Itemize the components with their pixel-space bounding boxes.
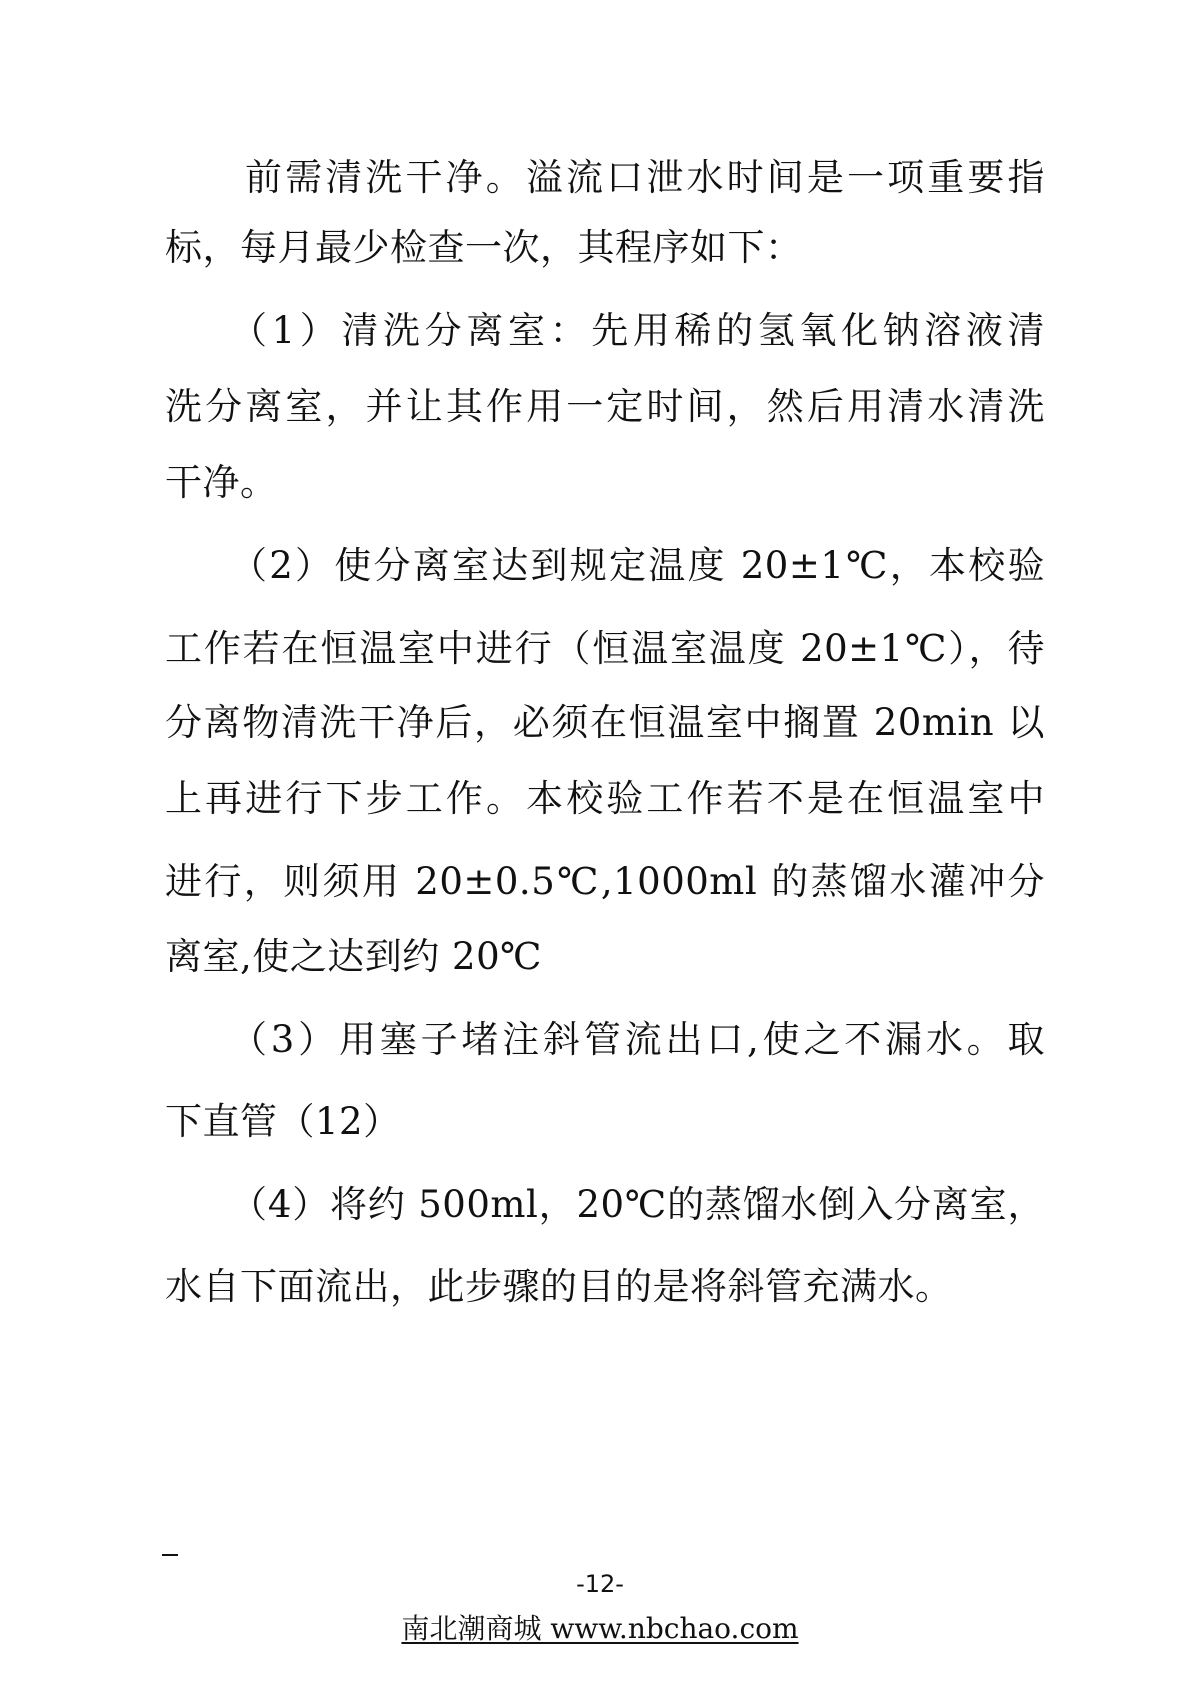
step-3-line: 下直管（12） <box>165 1100 401 1143</box>
step-2-line: （2）使分离室达到规定温度 20±1℃，本校验 <box>230 544 1045 587</box>
step-1-line: 洗分离室，并让其作用一定时间，然后用清水清洗 <box>165 385 1045 428</box>
source-footer <box>0 1611 1200 1647</box>
footnote-rule <box>162 1554 178 1556</box>
step-1-line: （1）清洗分离室：先用稀的氢氧化钠溶液清 <box>230 309 1045 352</box>
paragraph-line: 标，每月最少检查一次，其程序如下： <box>165 226 803 269</box>
step-2-line: 进行，则须用 20±0.5℃,1000ml 的蒸馏水灌冲分 <box>165 860 1045 903</box>
page-number: -12- <box>576 1570 624 1598</box>
step-4-line: （4）将约 500ml，20℃的蒸馏水倒入分离室， <box>230 1183 1045 1226</box>
step-2-line: 分离物清洗干净后，必须在恒温室中搁置 20min 以 <box>165 701 1045 744</box>
step-3-line: （3）用塞子堵注斜管流出口,使之不漏水。取 <box>230 1018 1045 1061</box>
step-2-line: 工作若在恒温室中进行（恒温室温度 20±1℃），待 <box>165 627 1045 670</box>
step-2-line: 离室,使之达到约 20℃ <box>165 935 542 978</box>
step-1-line: 干净。 <box>165 461 278 504</box>
paragraph-line: 前需清洗干净。溢流口泄水时间是一项重要指 <box>245 156 1045 199</box>
step-2-line: 上再进行下步工作。本校验工作若不是在恒温室中 <box>165 777 1045 820</box>
step-4-line: 水自下面流出，此步骤的目的是将斜管充满水。 <box>165 1265 953 1308</box>
source-link[interactable]: 南北潮商城 www.nbchao.com <box>401 1612 799 1645</box>
